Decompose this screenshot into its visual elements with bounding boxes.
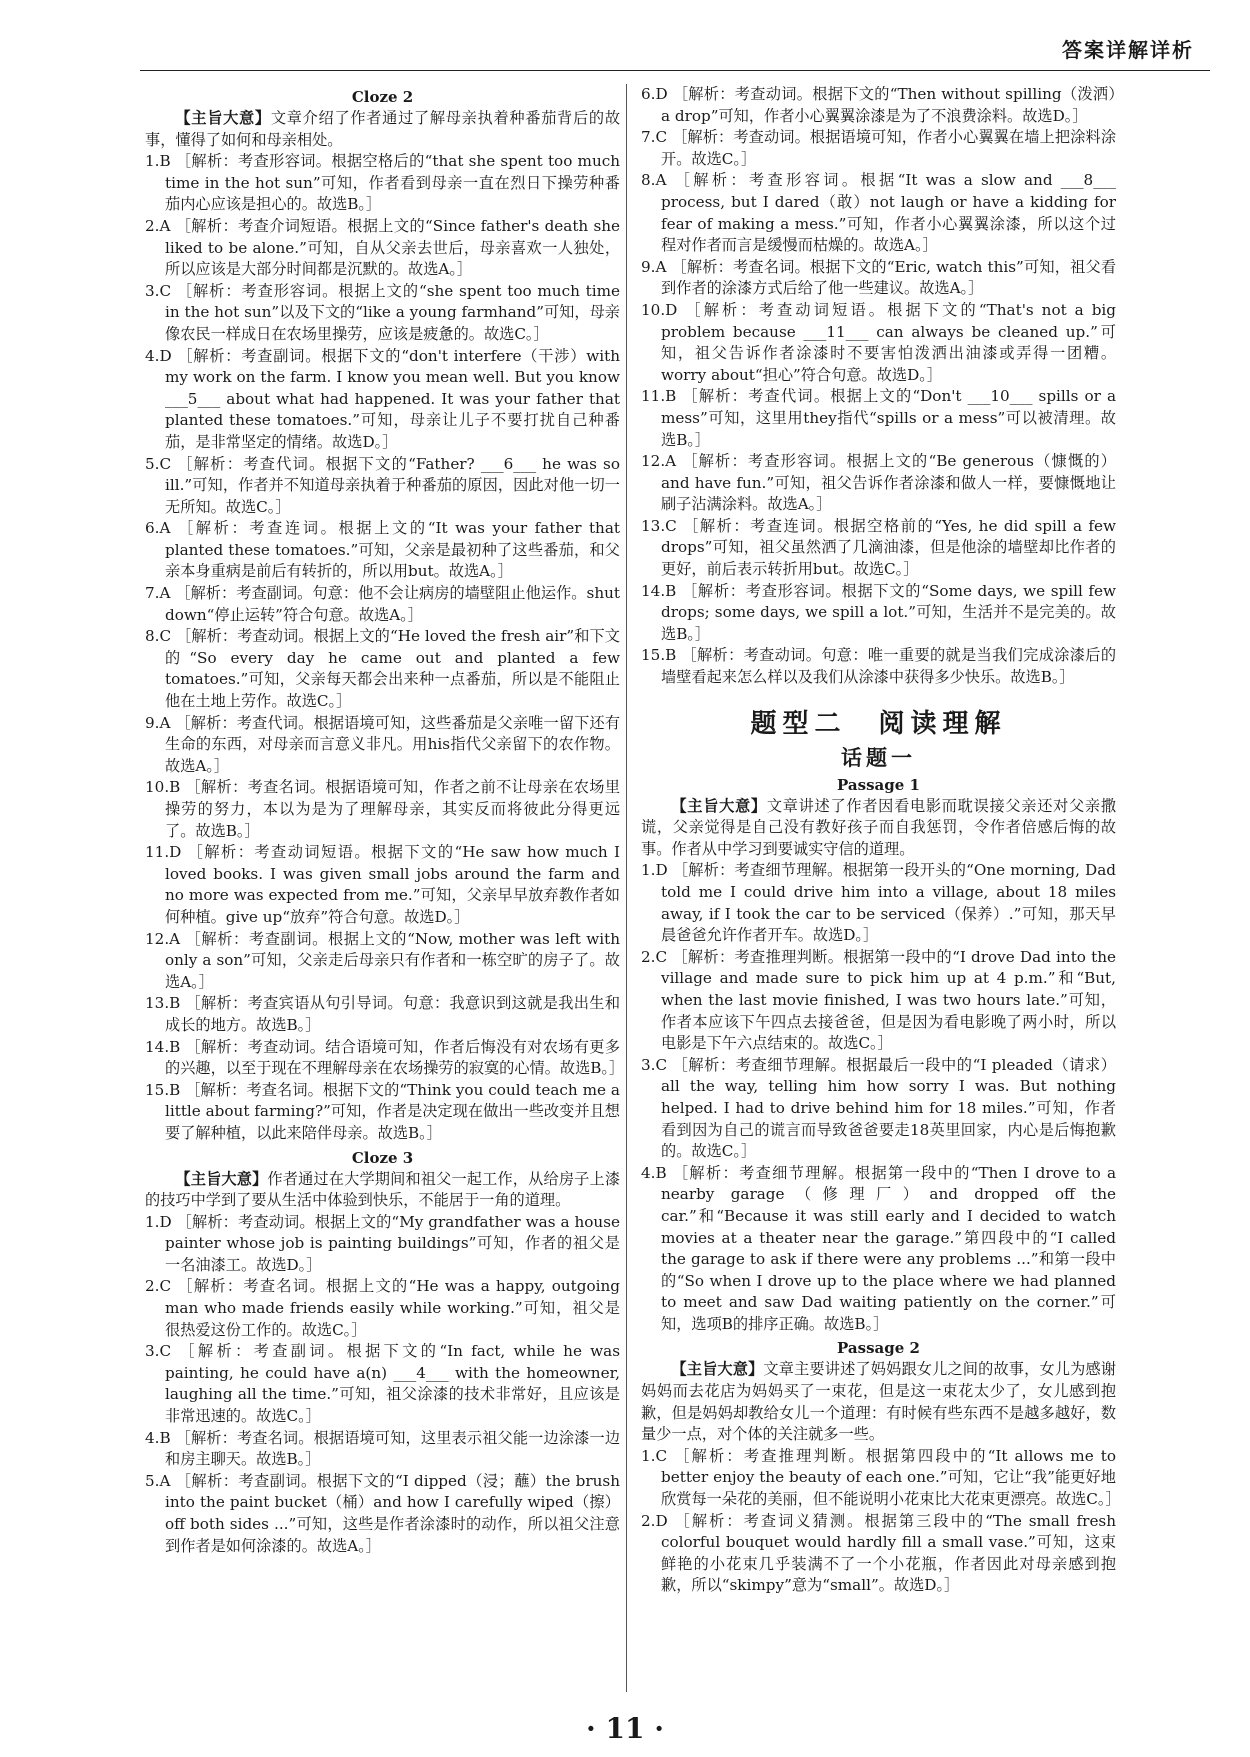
answer-explanation: ［解析：考查动词短语。根据下文的“That's not a big problem because ___11___ can always be cleaned up.”可知，祖父告诉作者涂漆时不要害怕泼洒出油漆或弄得一团糟。worry about“担心”符合句意。故选D。］ xyxy=(661,300,1117,384)
answer-number: 2.C xyxy=(145,1277,172,1296)
answer-explanation: ［解析：考查副词。根据上文的“Now, mother was left with only a son”可知，父亲走后母亲只有作者和一栋空旷的房子了。故选A。］ xyxy=(165,929,621,991)
answer-number: 5.C xyxy=(145,454,172,473)
answer-number: 8.A xyxy=(641,171,667,190)
main-idea-paragraph xyxy=(641,1359,1116,1445)
header-rule xyxy=(140,70,1210,71)
main-idea-text: 文章讲述了作者因看电影而耽误接父亲还对父亲撒谎，父亲觉得是自己没有教好孩子而自我惩罚，令作者倍感后悔的故事。作者从中学习到要诚实守信的道理。 xyxy=(641,796,1117,858)
answer-explanation: ［解析：考查动词。根据上文的“He loved the fresh air”和下文的“So every day he came out and planted a few tomatoes.”可知，父亲每天都会出来种一点番茄，所以是不能阻止他在土地上劳作。故选C。］ xyxy=(165,627,620,711)
answer-item xyxy=(145,216,620,281)
section-title: 题型二 阅读理解 xyxy=(750,708,1007,739)
answer-number: 2.C xyxy=(641,947,668,966)
answer-item xyxy=(641,300,1116,386)
answer-number: 3.C xyxy=(145,1342,172,1361)
answer-number: 14.B xyxy=(641,581,677,600)
answer-number: 14.B xyxy=(145,1037,181,1056)
answer-explanation: ［解析：考查副词。句意：他不会让病房的墙壁阻止他运作。shut down“停止运转”符合句意。故选A。］ xyxy=(165,584,620,624)
answer-explanation: ［解析：考查词义猜测。根据第三段中的“The small fresh colorful bouquet would hardly fill a small vase.”可知，这束鲜艳的小花束几乎装满不了一个小花瓶，作者因此对母亲感到抱歉，所以“skimpy”意为“small”。故选D。］ xyxy=(661,1511,1117,1595)
answer-item xyxy=(641,947,1116,1055)
main-idea-tag: 【主旨大意】 xyxy=(671,1360,764,1379)
answer-number: 1.D xyxy=(641,861,668,880)
answer-item xyxy=(641,645,1116,688)
answer-explanation: ［解析：考查形容词。根据上文的“Be generous（慷慨的）and have fun.”可知，祖父告诉作者涂漆和做人一样，要慷慨地让刷子沾满涂料。故选A。］ xyxy=(661,452,1116,514)
answer-explanation: ［解析：考查动词。根据下文的“Then without spilling（泼洒）a drop”可知，作者小心翼翼涂漆是为了不浪费涂料。故选D。］ xyxy=(661,85,1116,125)
answer-number: 2.A xyxy=(145,216,171,235)
answer-item xyxy=(145,842,620,928)
answer-item xyxy=(145,1471,620,1557)
answer-number: 9.A xyxy=(145,713,171,732)
answer-item xyxy=(641,581,1116,646)
answer-item xyxy=(145,626,620,712)
passage-title: Passage 2 xyxy=(837,1339,920,1358)
answer-item xyxy=(145,929,620,994)
answer-explanation: ［解析：考查代词。根据语境可知，这些番茄是父亲唯一留下还有生命的东西，对母亲而言意义非凡。用his指代父亲留下的农作物。故选A。］ xyxy=(165,713,621,775)
answer-number: 1.D xyxy=(145,1212,172,1231)
answer-item xyxy=(145,454,620,519)
answer-item xyxy=(641,1055,1116,1163)
answer-item xyxy=(641,1511,1116,1597)
answer-item xyxy=(641,516,1116,581)
answer-item xyxy=(145,777,620,842)
main-idea-tag: 【主旨大意】 xyxy=(175,109,271,127)
answer-explanation: ［解析：考查介词短语。根据上文的“Since father's death she liked to be alone.”可知，自从父亲去世后，母亲喜欢一人独处，所以应该是大部分时间都是沉默的。故选A。］ xyxy=(165,216,621,279)
answer-item xyxy=(641,1163,1116,1336)
answer-number: 3.C xyxy=(641,1055,668,1074)
answer-explanation: ［解析：考查连词。根据上文的“It was your father that planted these tomatoes.”可知，父亲是最初种了这些番茄，和父亲本身重病是前后有转折的，所以用but。故选A。］ xyxy=(165,519,620,581)
answer-explanation: ［解析：考查代词。根据上文的“Don't ___10___ spills or a mess”可知，这里用they指代“spills or a mess”可以被清理。故选B。］ xyxy=(661,387,1117,449)
answer-number: 7.C xyxy=(641,128,668,147)
main-idea-paragraph xyxy=(641,796,1116,861)
header-title: 答案详解详析 xyxy=(1062,38,1194,62)
main-idea-tag: 【主旨大意】 xyxy=(175,1169,268,1188)
answer-item xyxy=(145,1212,620,1277)
answer-number: 10.D xyxy=(641,300,678,319)
answer-number: 4.D xyxy=(145,346,172,365)
answer-explanation: ［解析：考查动词。结合语境可知，作者后悔没有对农场有更多的兴趣，以至于现在不理解母亲在农场操劳的寂寞的心情。故选B。］ xyxy=(165,1037,625,1078)
answer-number: 10.B xyxy=(145,778,181,797)
answer-item xyxy=(145,993,620,1036)
column-divider xyxy=(626,84,627,1692)
answer-explanation: ［解析：考查细节理解。根据最后一段中的“I pleaded（请求）all the way, telling him how sorry I was. But nothing helped. I had to drive behind him for 18 miles.”可知，作者看到因为自己的谎言而导致爸爸要走18英里回家，内心是后悔抱歉的。故选C。］ xyxy=(661,1055,1116,1161)
answer-number: 4.B xyxy=(641,1163,667,1182)
answer-item xyxy=(145,346,620,454)
answer-number: 11.B xyxy=(641,387,677,406)
answer-item xyxy=(641,386,1116,451)
answer-number: 7.A xyxy=(145,584,171,603)
answer-explanation: ［解析：考查细节理解。根据第一段开头的“One morning, Dad told me I could drive him into a village, about 18 miles away, if I took the car to be serviced（保养）.”可知，那天早晨爸爸允许作者开车。故选D。］ xyxy=(661,861,1117,945)
answer-item xyxy=(641,257,1116,300)
main-idea-text: 文章介绍了作者通过了解母亲执着种番茄背后的故事，懂得了如何和母亲相处。 xyxy=(145,109,621,149)
answer-explanation: ［解析：考查细节理解。根据第一段中的“Then I drove to a nearby garage（修理厂）and dropped off the car.”和“Because it was still early and I decided to watch movies at a theater near the garage.”第四段中的“I called the garage to ask if there were any problems ...”和第一段中的“So when I drove up to the place where we had planned to meet and saw Dad waiting patiently on the corner.”可知，选项B的排序正确。故选B。］ xyxy=(661,1163,1116,1333)
answer-explanation: ［解析：考查名词。根据下文的“Eric, watch this”可知，祖父看到作者的涂漆方式后给了他一些建议。故选A。］ xyxy=(661,257,1117,298)
answer-item xyxy=(641,451,1116,516)
page-number: · 11 · xyxy=(586,1712,664,1745)
answer-number: 13.C xyxy=(641,516,677,535)
answer-number: 15.B xyxy=(145,1080,181,1099)
answer-explanation: ［解析：考查形容词。根据下文的“Some days, we spill few drops; some days, we spill a lot.”可知，生活并不是完美的。故选B。］ xyxy=(661,581,1117,643)
answer-explanation: ［解析：考查形容词。根据“It was a slow and ___8___ process, but I dared（敢）not laugh or have a kidding for fear of making a mess.”可知，作者小心翼翼涂漆，所以这个过程对作者而言是缓慢而枯燥的。故选A。］ xyxy=(661,171,1116,255)
answer-number: 5.A xyxy=(145,1471,171,1490)
answer-explanation: ［解析：考查动词。句意：唯一重要的就是当我们完成涂漆后的墙壁看起来怎么样以及我们从涂漆中获得多少快乐。故选B。］ xyxy=(661,646,1117,687)
answer-explanation: ［解析：考查副词。根据下文的“In fact, while he was painting, he could have a(n) ___4___ with the homeowner, laughing all the time.”可知，祖父涂漆的技术非常好，且应该是非常迅速的。故选C。］ xyxy=(165,1342,620,1426)
answer-explanation: ［解析：考查宾语从句引导词。句意：我意识到这就是我出生和成长的地方。故选B。］ xyxy=(165,994,621,1034)
answer-number: 13.B xyxy=(145,994,181,1013)
answer-explanation: ［解析：考查推理判断。根据第四段中的“It allows me to better enjoy the beauty of each one.”可知，它让“我”能更好地欣赏每一朵花的美丽，但不能说明小花束比大花束更漂亮。故选C。］ xyxy=(661,1446,1121,1509)
subsection-title: 话题一 xyxy=(841,745,916,770)
answer-number: 8.C xyxy=(145,627,172,646)
answer-item xyxy=(145,1080,620,1145)
answer-item xyxy=(145,583,620,626)
answer-number: 3.C xyxy=(145,281,172,300)
answer-item xyxy=(641,127,1116,170)
answer-item xyxy=(145,151,620,216)
answer-item xyxy=(641,1446,1121,1511)
answer-number: 4.B xyxy=(145,1428,171,1447)
answer-explanation: ［解析：考查形容词。根据空格后的“that she spent too much time in the hot sun”可知，作者看到母亲一直在烈日下操劳种番茄内心应该是担心的。故选B。］ xyxy=(165,152,621,214)
passage-title: Cloze 2 xyxy=(351,88,414,106)
answer-item xyxy=(145,518,620,583)
answer-explanation: ［解析：考查连词。根据空格前的“Yes, he did spill a few drops”可知，祖父虽然洒了几滴油漆，但是他涂的墙壁却比作者的更好，前后表示转折用but。故选C。］ xyxy=(661,516,1117,579)
answer-number: 6.A xyxy=(145,519,171,538)
answer-explanation: ［解析：考查推理判断。根据第一段中的“I drove Dad into the village and made sure to pick him up at 4 p.m.”和“But, when the last movie finished, I was two hours late.”可知，作者本应该下午四点去接爸爸，但是因为看电影晚了两小时，所以电影是下午六点结束的。故选C。］ xyxy=(661,947,1116,1053)
answer-explanation: ［解析：考查形容词。根据上文的“she spent too much time in the hot sun”以及下文的“like a young farmhand”可知，母亲像农民一样成日在农场里操劳，应该是疲惫的。故选C。］ xyxy=(165,281,620,343)
main-idea-text: 作者通过在大学期间和祖父一起工作，从给房子上漆的技巧中学到了要从生活中体验到快乐，不能居于一角的道理。 xyxy=(145,1169,621,1210)
answer-number: 12.A xyxy=(145,929,181,948)
answer-item xyxy=(641,860,1116,946)
passage-title: Passage 1 xyxy=(837,775,920,794)
answer-number: 6.D xyxy=(641,85,668,103)
main-idea-text: 文章主要讲述了妈妈跟女儿之间的故事，女儿为感谢妈妈而去花店为妈妈买了一束花，但是这一束花太少了，女儿感到抱歉，但是妈妈却教给女儿一个道理：有时候有些东西不是越多越好，数量少一点，对个体的关注就多一些。 xyxy=(641,1360,1117,1444)
answer-explanation: ［解析：考查动词。根据上文的“My grandfather was a house painter whose job is painting buildings”可知，作者的祖父是一名油漆工。故选D。］ xyxy=(165,1212,620,1274)
answer-explanation: ［解析：考查名词。根据语境可知，作者之前不让母亲在农场里操劳的努力，本以为是为了理解母亲，其实反而将彼此分得更远了。故选B。］ xyxy=(165,778,621,840)
answer-item xyxy=(145,1276,620,1341)
answer-explanation: ［解析：考查名词。根据下文的“Think you could teach me a little about farming?”可知，作者是决定现在做出一些改变并且想要了解种植，以此来陪伴母亲。故选B。］ xyxy=(165,1080,620,1142)
answer-number: 11.D xyxy=(145,843,182,862)
answer-explanation: ［解析：考查副词。根据下文的“I dipped（浸；蘸）the brush into the paint bucket（桶）and how I carefully wiped（擦）off both sides ...”可知，这些是作者涂漆时的动作，所以祖父注意到作者是如何涂漆的。故选A。］ xyxy=(165,1471,620,1555)
answer-item xyxy=(145,1341,620,1427)
answer-number: 1.C xyxy=(641,1446,668,1465)
left-column xyxy=(145,84,625,1557)
answer-number: 1.B xyxy=(145,152,171,171)
answer-explanation: ［解析：考查名词。根据语境可知，这里表示祖父能一边涂漆一边和房主聊天。故选B。］ xyxy=(165,1428,620,1469)
answer-number: 15.B xyxy=(641,646,677,665)
answer-number: 9.A xyxy=(641,257,667,276)
passage-title: Cloze 3 xyxy=(351,1148,414,1167)
answer-item xyxy=(145,1428,620,1471)
answer-explanation: ［解析：考查副词。根据下文的“don't interfere（干涉）with my work on the farm. I know you mean well. But you know ___5___ about what had happened. It was your father that planted these tomatoes.”可知，母亲让儿子不要打扰自己种番茄，是非常坚定的情绪。故选D。］ xyxy=(165,346,620,451)
right-column xyxy=(641,84,1121,1597)
answer-explanation: ［解析：考查代词。根据下文的“Father? ___6___ he was so ill.”可知，作者并不知道母亲执着于种番茄的原因，因此对他一切一无所知。故选C。］ xyxy=(165,454,620,516)
answer-item xyxy=(145,713,620,778)
answer-item xyxy=(145,1037,625,1080)
answer-number: 12.A xyxy=(641,452,677,471)
answer-number: 2.D xyxy=(641,1511,668,1530)
answer-item xyxy=(145,281,620,346)
answer-item xyxy=(641,84,1116,127)
answer-explanation: ［解析：考查名词。根据上文的“He was a happy, outgoing man who made friends easily while working.”可知，祖父是很热爱这份工作的。故选C。］ xyxy=(165,1277,621,1339)
answer-item xyxy=(641,170,1116,256)
answer-explanation: ［解析：考查动词短语。根据下文的“He saw how much I loved books. I was given small jobs around the farm and no more was expected from me.”可知，父亲早早放弃教作者如何种植。give up“放弃”符合句意。故选D。］ xyxy=(165,843,620,926)
main-idea-tag: 【主旨大意】 xyxy=(671,796,767,815)
answer-explanation: ［解析：考查动词。根据语境可知，作者小心翼翼在墙上把涂料涂开。故选C。］ xyxy=(661,128,1117,168)
main-idea-paragraph xyxy=(145,1169,620,1212)
main-idea-paragraph xyxy=(145,108,620,151)
